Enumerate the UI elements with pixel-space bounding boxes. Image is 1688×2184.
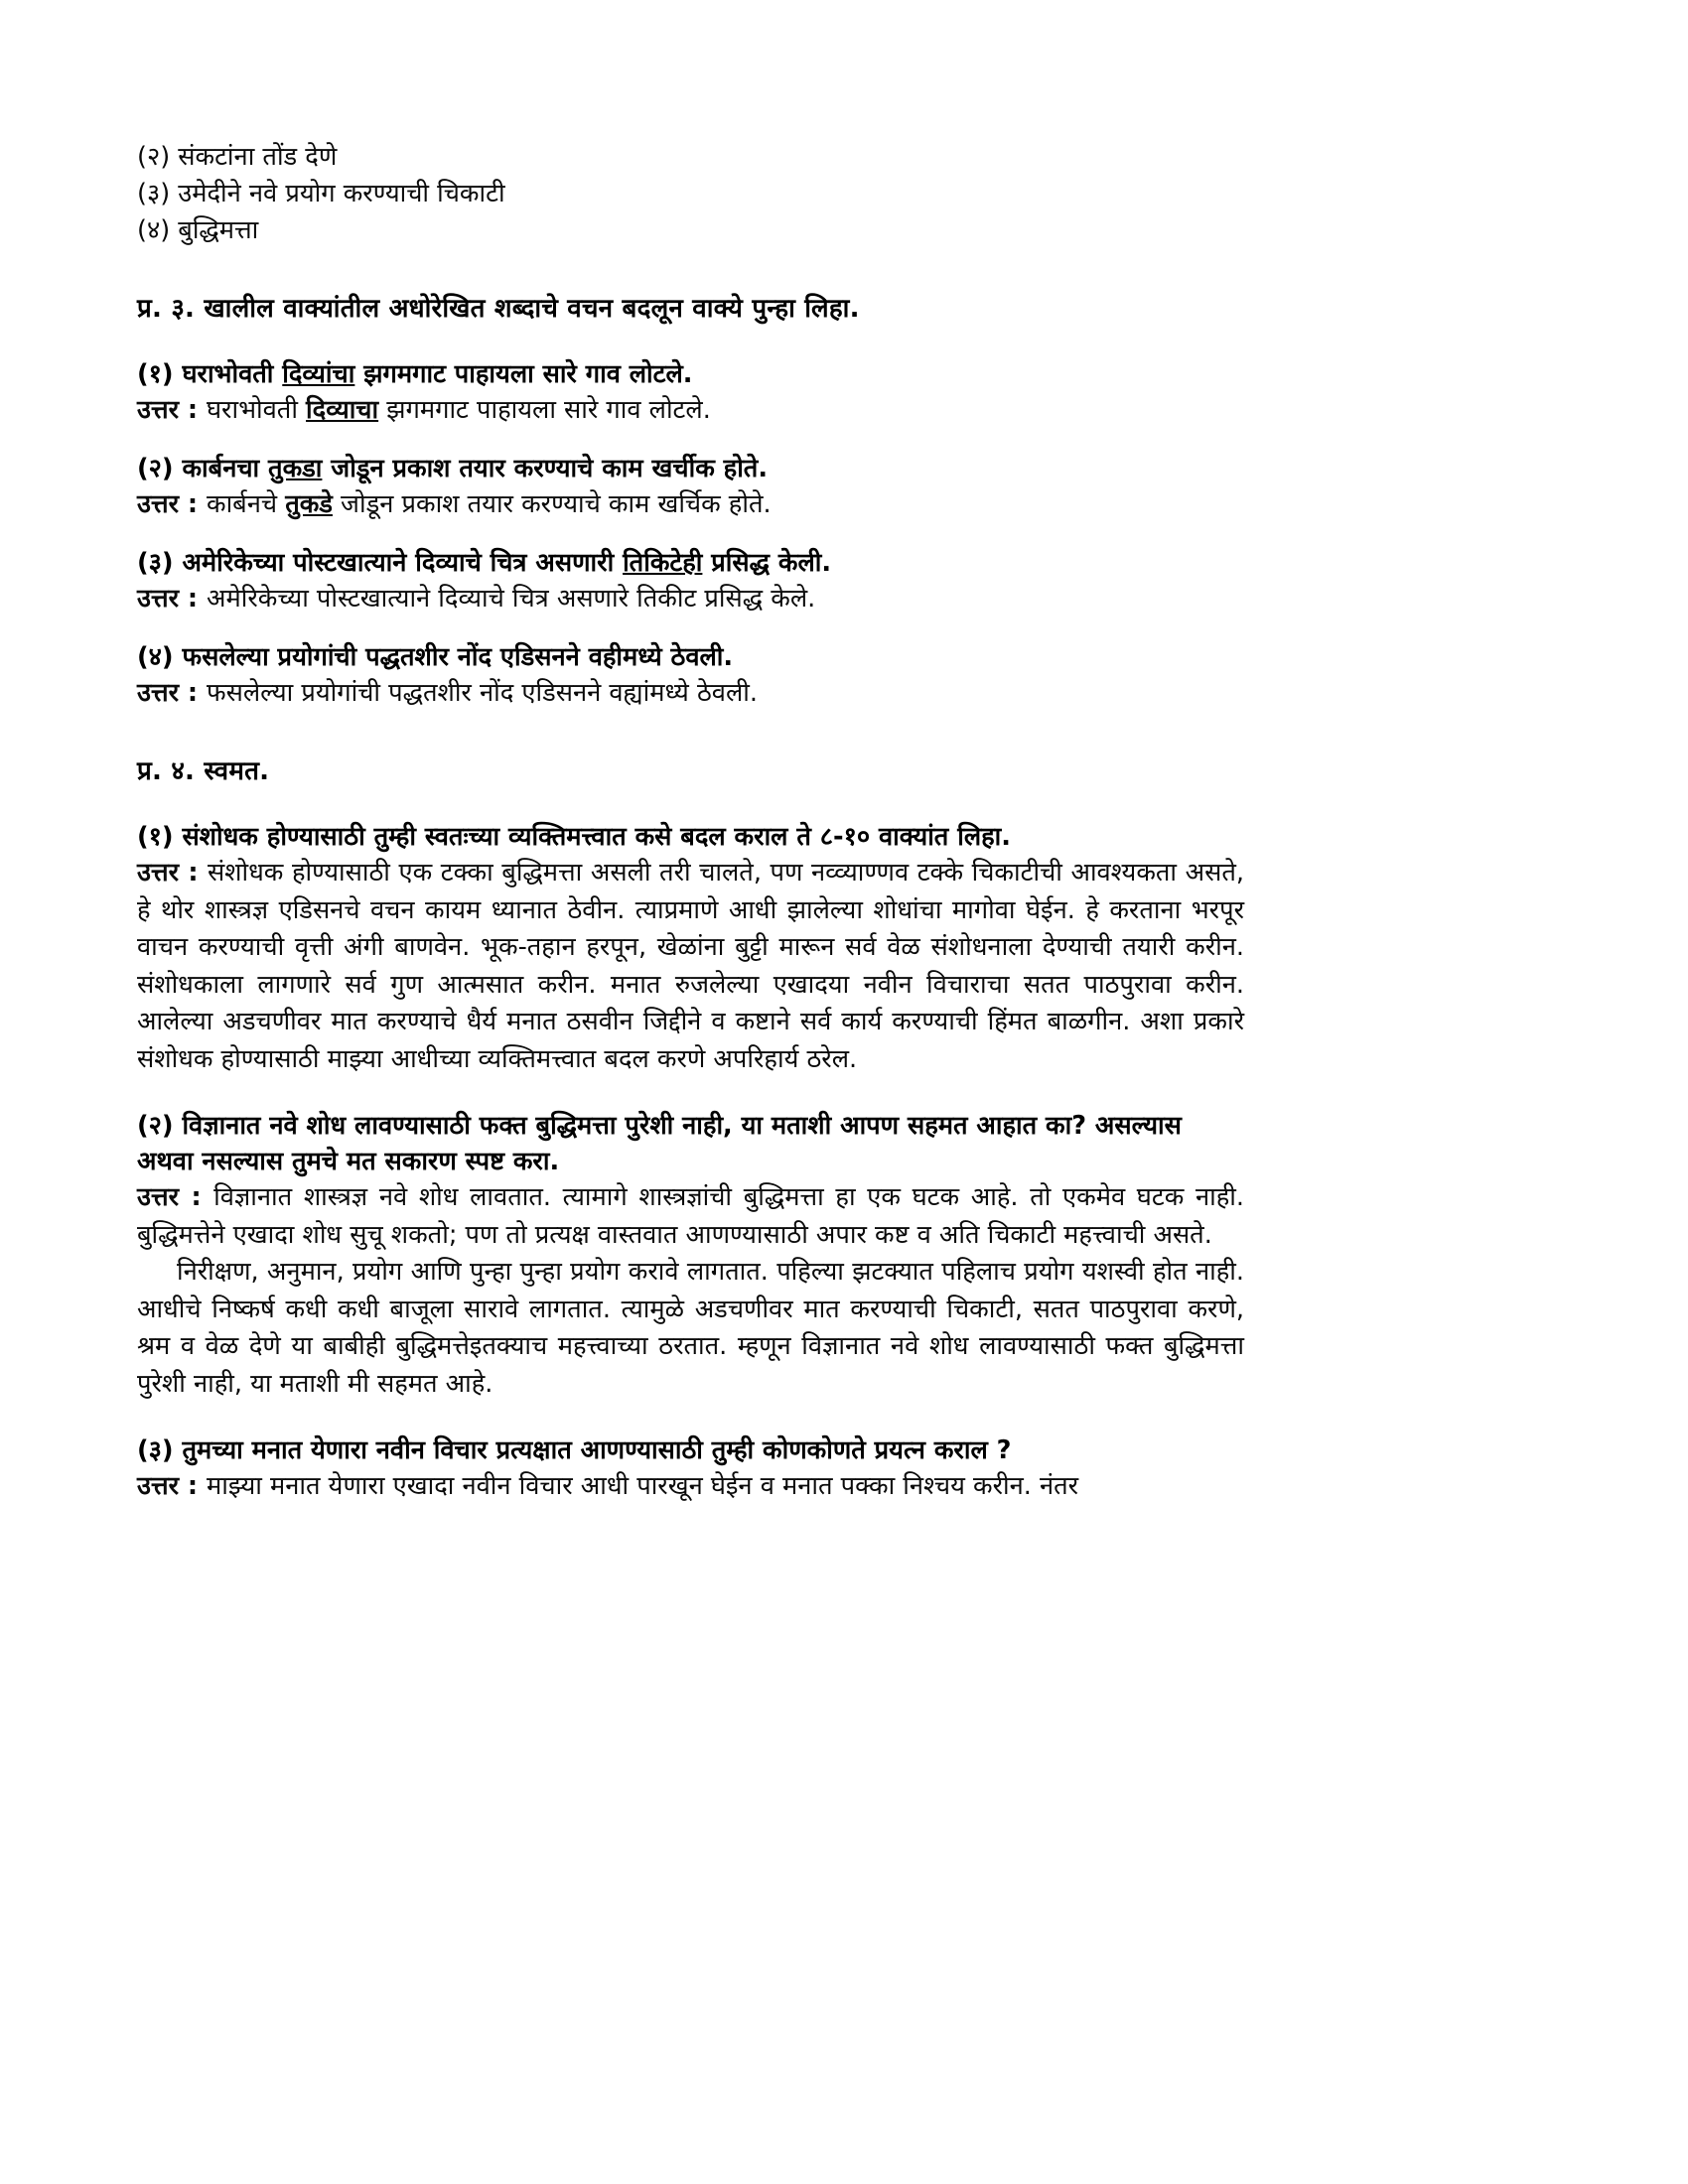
qa-block-3-3	[137, 545, 1244, 617]
question-text: (१) संशोधक होण्यासाठी तुम्ही स्वतःच्या व्यक्तिमत्त्वात कसे बदल कराल ते ८-१० वाक्यांत लिहा.	[137, 822, 1011, 852]
answer-body: संशोधक होण्यासाठी एक टक्का बुद्धिमत्ता असली तरी चालते, पण नव्व्याण्णव टक्के चिकाटीची आवश्यकता असते, हे थोर शास्त्रज्ञ एडिसनचे वचन कायम ध्यानात ठेवीन. त्याप्रमाणे आधी झालेल्या शोधांचा मागोवा घेईन. हे करताना भरपूर वाचन करण्याची वृत्ती अंगी बाणवेन. भूक-तहान हरपून, खेळांना बुट्टी मारून सर्व वेळ संशोधनाला देण्याची तयारी करीन. संशोधकाला लागणारे सर्व गुण आत्मसात करीन. मनात रुजलेल्या एखादया नवीन विचाराचा सतत पाठपुरावा करीन. आलेल्या अडचणीवर मात करण्याचे धैर्य मनात ठसवीन जिद्दीने व कष्टाने सर्व कार्य करण्याची हिंमत बाळगीन. अशा प्रकारे संशोधक होण्यासाठी माझ्या आधीच्या व्यक्तिमत्त्वात बदल करणे अपरिहार्य ठरेल.	[137, 858, 1244, 1074]
question-prefix: (४) फसलेल्या प्रयोगांची पद्धतशीर नोंद एडिसनने वहीमध्ये ठेवली.	[137, 642, 734, 672]
question-text: (३) तुमच्या मनात येणारा नवीन विचार प्रत्यक्षात आणण्यासाठी तुम्ही कोणकोणते प्रयत्न कराल ?	[137, 1435, 1012, 1465]
question-underlined-word: तुकडा	[268, 454, 323, 483]
qa-block-3-4	[137, 639, 1244, 712]
page-content	[137, 139, 1244, 1506]
answer-text	[137, 486, 1244, 523]
question-text	[137, 639, 1244, 675]
question-suffix: झगमगाट पाहायला सारे गाव लोटले.	[354, 359, 693, 389]
answer-suffix: झगमगाट पाहायला सारे गाव लोटले.	[378, 395, 711, 425]
list-item: (३) उमेदीने नवे प्रयोग करण्याची चिकाटी	[137, 179, 505, 208]
answer-text	[137, 675, 1244, 712]
answer-paragraph	[137, 855, 1244, 1078]
answer-label: उत्तर :	[137, 584, 207, 614]
answer-paragraph	[137, 1468, 1244, 1506]
answer-label: उत्तर :	[137, 489, 207, 519]
answer-label: उत्तर :	[137, 1471, 207, 1501]
question-text: (२) विज्ञानात नवे शोध लावण्यासाठी फक्त बुद्धिमत्ता पुरेशी नाही, या मताशी आपण सहमत आहात का? असल्यास अथवा नसल्यास तुमचे मत सकारण स्पष्ट करा.	[137, 1111, 1182, 1176]
qa-block-4-2	[137, 1108, 1244, 1403]
question-prefix: (१) घराभोवती	[137, 359, 283, 389]
list-item: (४) बुद्धिमत्ता	[137, 215, 259, 245]
question-underlined-word: दिव्यांचा	[282, 359, 355, 389]
answer-label: उत्तर :	[137, 395, 207, 425]
list-item: (२) संकटांना तोंड देणे	[137, 142, 338, 172]
question-prefix: (३) अमेरिकेच्या पोस्टखात्याने दिव्याचे चित्र असणारी	[137, 548, 624, 578]
answer-suffix: जोडून प्रकाश तयार करण्याचे काम खर्चिक होते.	[332, 489, 772, 519]
answer-extra-paragraph: निरीक्षण, अनुमान, प्रयोग आणि पुन्हा पुन्हा प्रयोग करावे लागतात. पहिल्या झटक्यात पहिलाच प्रयोग यशस्वी होत नाही. आधीचे निष्कर्ष कधी कधी बाजूला सारावे लागतात. त्यामुळे अडचणीवर मात करण्याची चिकाटी, सतत पाठपुरावा करणे, श्रम व वेळ देणे या बाबीही बुद्धिमत्तेइतक्याच महत्त्वाच्या ठरतात. म्हणून विज्ञानात नवे शोध लावण्यासाठी फक्त बुद्धिमत्ता पुरेशी नाही, या मताशी मी सहमत आहे.	[137, 1257, 1244, 1399]
answer-label: उत्तर :	[137, 678, 207, 708]
question-suffix: जोडून प्रकाश तयार करण्याचे काम खर्चीक होते.	[322, 454, 769, 483]
answer-prefix: फसलेल्या प्रयोगांची पद्धतशीर नोंद एडिसनने वह्यांमध्ये ठेवली.	[206, 678, 758, 708]
answer-body: माझ्या मनात येणारा एखादा नवीन विचार आधी पारखून घेईन व मनात पक्का निश्चय करीन. नंतर	[206, 1471, 1079, 1501]
question-text	[137, 451, 1244, 486]
answer-text	[137, 581, 1244, 617]
answer-body: विज्ञानात शास्त्रज्ञ नवे शोध लावतात. त्यामागे शास्त्रज्ञांची बुद्धिमत्ता हा एक घटक आहे. तो एकमेव घटक नाही. बुद्धिमत्तेने एखादा शोध सुचू शकतो; पण तो प्रत्यक्ष वास्तवात आणण्यासाठी अपार कष्ट व अति चिकाटी महत्त्वाची असते.	[137, 1182, 1245, 1250]
answer-label: उत्तर :	[137, 858, 208, 887]
qa-block-3-2	[137, 451, 1244, 523]
section-4-heading: प्र. ४. स्वमत.	[137, 756, 270, 786]
qa-block-4-3	[137, 1433, 1244, 1506]
question-text	[137, 356, 1244, 392]
question-prefix: (२) कार्बनचा	[137, 454, 269, 483]
answer-text	[137, 392, 1244, 429]
qa-block-4-1	[137, 819, 1244, 1078]
answer-highlight-word: दिव्याचा	[306, 395, 379, 425]
answer-highlight-word: तुकडे	[285, 489, 333, 519]
answer-prefix: अमेरिकेच्या पोस्टखात्याने दिव्याचे चित्र असणारे तिकीट प्रसिद्ध केले.	[206, 584, 816, 614]
qa-block-3-1	[137, 356, 1244, 429]
section-3-heading: प्र. ३. खालील वाक्यांतील अधोरेखित शब्दाचे वचन बदलून वाक्ये पुन्हा लिहा.	[137, 294, 860, 324]
question-underlined-word: तिकिटेही	[623, 548, 703, 578]
answer-prefix: कार्बनचे	[206, 489, 286, 519]
answer-prefix: घराभोवती	[206, 395, 307, 425]
question-text	[137, 545, 1244, 581]
answer-label: उत्तर :	[137, 1182, 214, 1212]
question-suffix: प्रसिद्ध केली.	[702, 548, 832, 578]
continued-list	[137, 139, 1244, 249]
answer-paragraph	[137, 1179, 1244, 1254]
